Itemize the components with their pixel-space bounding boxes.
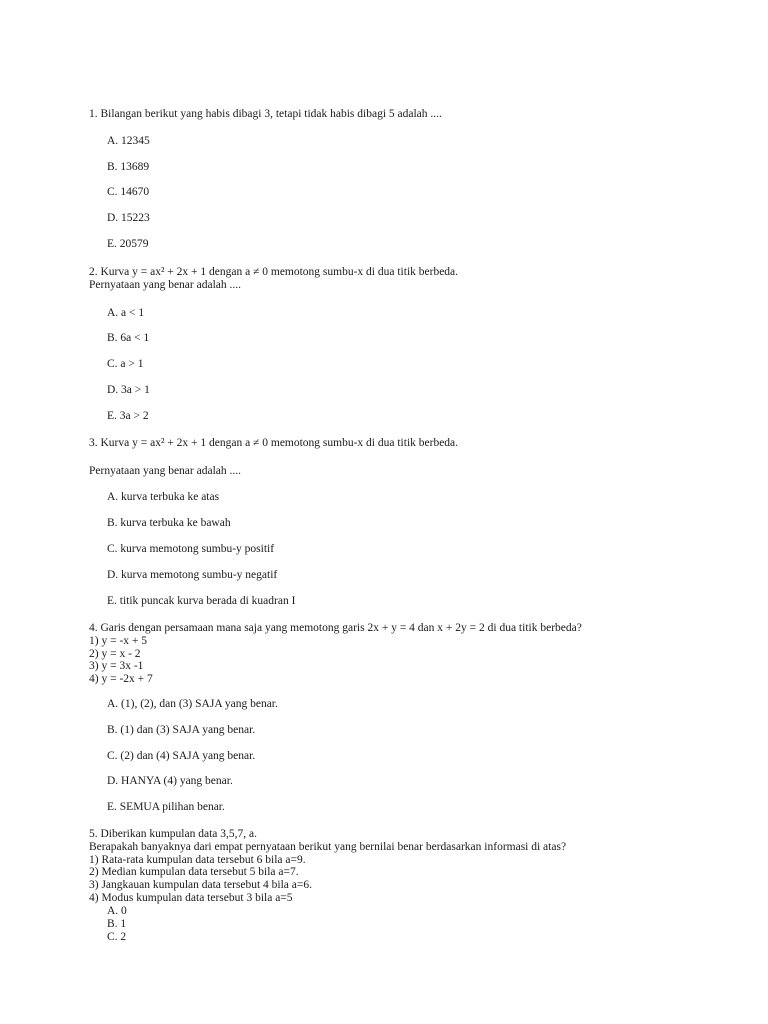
q2-option-b: B. 6a < 1: [107, 332, 150, 344]
q1-option-b: B. 13689: [107, 161, 150, 173]
q4-option-a: A. (1), (2), dan (3) SAJA yang benar.: [107, 698, 278, 710]
q4-option-d: D. HANYA (4) yang benar.: [107, 775, 233, 787]
q5-option-a: A. 0: [107, 905, 127, 917]
q1-option-d: D. 15223: [107, 212, 150, 224]
q2-stem-line2: Pernyataan yang benar adalah ....: [89, 279, 241, 291]
q4-statement-1: 1) y = -x + 5: [89, 635, 148, 647]
q3-stem-line2: Pernyataan yang benar adalah ....: [89, 465, 241, 477]
q3-option-c: C. kurva memotong sumbu-y positif: [107, 543, 275, 555]
q5-statement-3: 3) Jangkauan kumpulan data tersebut 4 bila a=6.: [89, 879, 313, 891]
q3-stem-line1: 3. Kurva y = ax² + 2x + 1 dengan a ≠ 0 memotong sumbu-x di dua titik berbeda.: [89, 437, 459, 449]
q3-option-d: D. kurva memotong sumbu-y negatif: [107, 569, 278, 581]
q1-option-a: A. 12345: [107, 135, 150, 147]
q2-option-c: C. a > 1: [107, 358, 144, 370]
q5-stem-line2: Berapakah banyaknya dari empat pernyataan berikut yang bernilai benar berdasarkan informasi di atas?: [89, 841, 567, 853]
q5-statement-2: 2) Median kumpulan data tersebut 5 bila a=7.: [89, 866, 299, 878]
q3-option-b: B. kurva terbuka ke bawah: [107, 517, 231, 529]
q4-statement-2: 2) y = x - 2: [89, 648, 141, 660]
q1-option-c: C. 14670: [107, 186, 150, 198]
q4-option-b: B. (1) dan (3) SAJA yang benar.: [107, 724, 256, 736]
q4-stem: 4. Garis dengan persamaan mana saja yang memotong garis 2x + y = 4 dan x + 2y = 2 di dua titik berbeda?: [89, 622, 582, 634]
q2-option-d: D. 3a > 1: [107, 384, 150, 396]
q5-statement-1: 1) Rata-rata kumpulan data tersebut 6 bila a=9.: [89, 854, 306, 866]
q5-option-c: C. 2: [107, 931, 127, 943]
q3-option-e: E. titik puncak kurva berada di kuadran I: [107, 595, 296, 607]
q3-option-a: A. kurva terbuka ke atas: [107, 491, 220, 503]
q4-option-e: E. SEMUA pilihan benar.: [107, 801, 225, 813]
q2-option-a: A. a < 1: [107, 307, 145, 319]
q2-stem-line1: 2. Kurva y = ax² + 2x + 1 dengan a ≠ 0 memotong sumbu-x di dua titik berbeda.: [89, 266, 459, 278]
q1-option-e: E. 20579: [107, 238, 149, 250]
q2-option-e: E. 3a > 2: [107, 410, 149, 422]
q5-statement-4: 4) Modus kumpulan data tersebut 3 bila a=5: [89, 892, 293, 904]
q5-stem-line1: 5. Diberikan kumpulan data 3,5,7, a.: [89, 828, 257, 840]
q5-option-b: B. 1: [107, 918, 127, 930]
q4-statement-4: 4) y = -2x + 7: [89, 673, 153, 685]
q4-option-c: C. (2) dan (4) SAJA yang benar.: [107, 750, 256, 762]
q4-statement-3: 3) y = 3x -1: [89, 660, 144, 672]
q1-stem: 1. Bilangan berikut yang habis dibagi 3, tetapi tidak habis dibagi 5 adalah ....: [89, 108, 442, 120]
